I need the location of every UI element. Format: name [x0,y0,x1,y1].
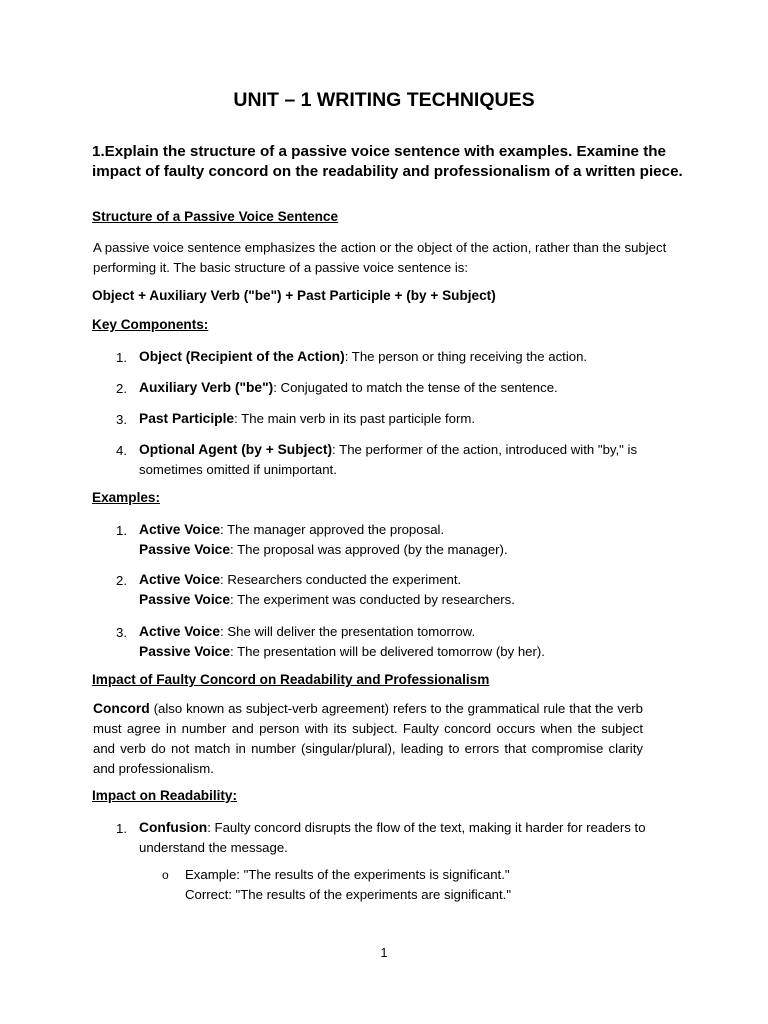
question-text: 1.Explain the structure of a passive voice sentence with examples. Examine the impact of faulty concord on the readability and professionalism of a written piece. [92,143,683,180]
page-title: UNIT – 1 WRITING TECHNIQUES [233,89,535,111]
passive-voice-text: : The presentation will be delivered tomorrow (by her). [230,643,545,659]
passive-voice-label: Passive Voice [139,643,231,659]
page-number: 1 [380,946,388,960]
section-heading-passive-structure: Structure of a Passive Voice Sentence [92,209,339,224]
component-term: Auxiliary Verb ("be") [139,380,274,395]
active-voice-label: Active Voice [139,572,221,587]
component-desc: : Conjugated to match the tense of the sentence. [273,380,558,395]
concord-term: Concord [93,701,150,716]
list-number: 1. [116,350,127,365]
component-term: Past Participle [139,411,235,426]
active-voice-label: Active Voice [139,522,221,537]
readability-desc: : Faulty concord disrupts the flow of the text, making it harder for readers to understand the message. [139,820,646,855]
example-item [139,622,679,661]
concord-paragraph [93,699,643,779]
readability-term: Confusion [139,820,208,835]
correct-sentence: Correct: "The results of the experiments are significant." [185,886,511,902]
example-item [139,520,679,559]
component-desc: : The person or thing receiving the action. [344,349,588,364]
examples-heading: Examples: [92,490,161,505]
list-number: 2. [116,573,127,588]
list-item [139,378,679,398]
component-term: Object (Recipient of the Action) [139,349,345,364]
component-desc: : The performer of the action, introduced with "by," is sometimes omitted if unimportant. [139,442,638,477]
passive-voice-label: Passive Voice [139,541,231,557]
concord-text: (also known as subject-verb agreement) refers to the grammatical rule that the verb must agree in number and person with its subject. Faulty concord occurs when the subject and verb do not match in number (singular/plural), leading to errors that compromise clarity and professionalism. [93,701,643,776]
list-number: 3. [116,412,127,427]
example-sentence: Example: "The results of the experiments is significant." [185,867,510,882]
component-desc: : The main verb in its past participle form. [234,411,475,426]
active-voice-text: : Researchers conducted the experiment. [220,572,462,587]
list-item [139,347,679,367]
active-voice-text: : The manager approved the proposal. [220,522,445,537]
passive-voice-text: : The experiment was conducted by researchers. [230,591,515,607]
sub-list-item [185,865,685,904]
sub-bullet: o [162,868,169,882]
passive-formula: Object + Auxiliary Verb ("be") + Past Participle + (by + Subject) [92,288,496,303]
list-item [139,818,679,857]
list-number: 2. [116,381,127,396]
list-item [139,409,679,429]
intro-paragraph: A passive voice sentence emphasizes the action or the object of the action, rather than the subject performing it. The basic structure of a passive voice sentence is: [93,240,667,275]
readability-heading: Impact on Readability: [92,788,238,803]
list-number: 4. [116,443,127,458]
active-voice-text: : She will deliver the presentation tomorrow. [220,624,476,639]
section-heading-faulty-concord: Impact of Faulty Concord on Readability and Professionalism [92,672,490,687]
active-voice-label: Active Voice [139,624,221,639]
list-number: 1. [116,523,127,538]
component-term: Optional Agent (by + Subject) [139,442,333,457]
passive-voice-label: Passive Voice [139,591,231,607]
list-number: 1. [116,821,127,836]
list-number: 3. [116,625,127,640]
list-item [139,440,679,479]
passive-voice-text: : The proposal was approved (by the manager). [230,541,508,557]
key-components-heading: Key Components: [92,317,209,332]
example-item [139,570,679,609]
